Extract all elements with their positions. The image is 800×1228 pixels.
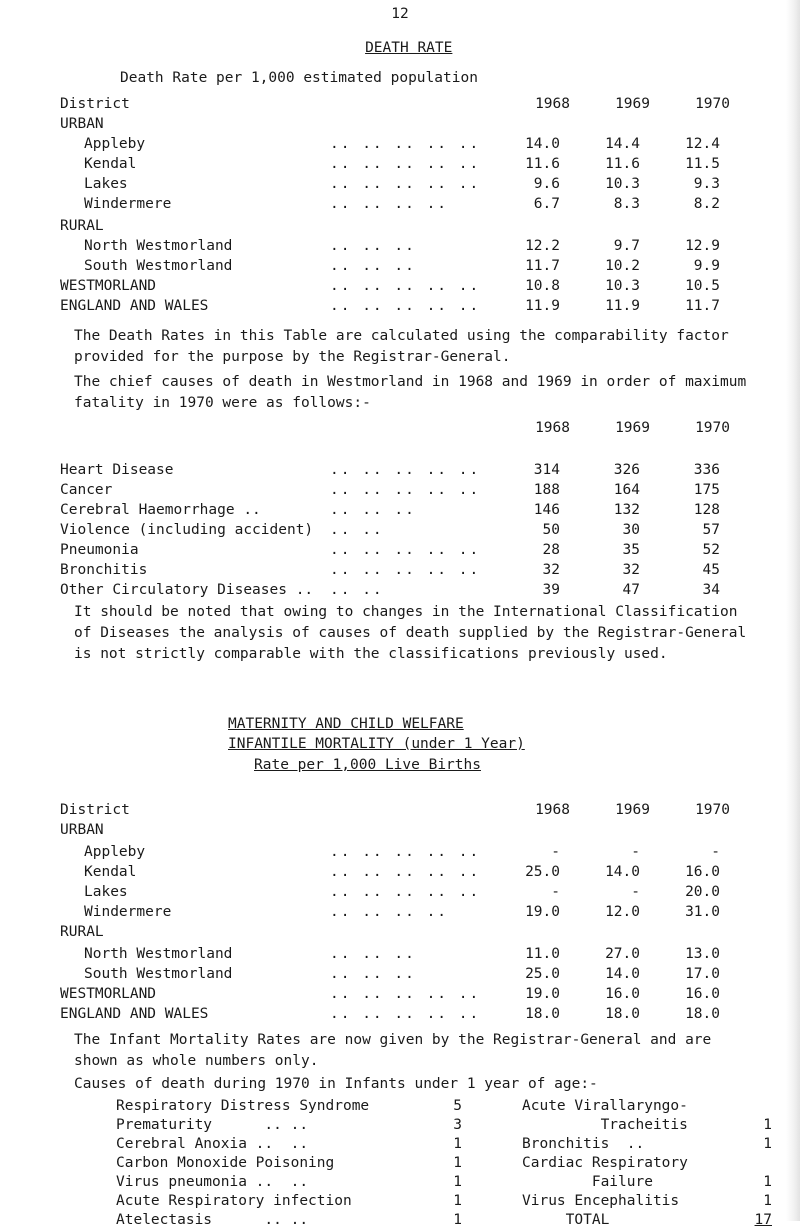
list-item: Respiratory Distress Syndrome	[116, 1098, 370, 1114]
row-value: 19.0	[525, 986, 560, 1002]
row-value: 16.0	[685, 986, 720, 1002]
table-row	[0, 964, 800, 984]
row-value: 12.2	[525, 238, 560, 254]
list-item: Atelectasis .. ..	[116, 1212, 309, 1228]
infant-heading2-wrap	[228, 736, 525, 752]
table-row	[0, 944, 800, 964]
row-leader-dots: .. .. .. .. ..	[330, 844, 481, 860]
table-row	[0, 580, 800, 600]
causes-year-1969: 1969	[615, 420, 650, 436]
row-value: 32	[542, 562, 560, 578]
row-value: 6.7	[533, 196, 560, 212]
row-label: North Westmorland	[84, 946, 233, 962]
row-value: 14.0	[605, 864, 640, 880]
table-row	[0, 134, 800, 154]
row-value: -	[631, 884, 640, 900]
causes-year-1970: 1970	[695, 420, 730, 436]
causes-intro: The chief causes of death in Westmorland in 1968 and 1969 in order of maximum fatality in 1970 were as follows:-	[74, 374, 747, 411]
table-row	[0, 236, 800, 256]
row-value: 52	[702, 542, 720, 558]
causes-note: It should be noted that owing to changes in the International Classification of Diseases the analysis of causes of death supplied by the Registrar-General is not strictly comparable with the classifications previously used.	[74, 604, 747, 662]
row-value: 10.3	[605, 278, 640, 294]
list-item-value: 1	[453, 1136, 462, 1152]
row-leader-dots: .. .. .. .. ..	[330, 482, 481, 498]
row-label: Lakes	[84, 884, 128, 900]
row-leader-dots: .. .. .. .. ..	[330, 298, 481, 314]
infant-rural-label: RURAL	[60, 924, 104, 940]
death-rate-district-header: District	[60, 96, 130, 112]
row-value: 14.4	[605, 136, 640, 152]
row-value: 9.9	[693, 258, 720, 274]
row-value: 25.0	[525, 966, 560, 982]
row-value: 32	[622, 562, 640, 578]
list-item-value: 5	[453, 1098, 462, 1114]
row-value: 12.9	[685, 238, 720, 254]
list-item: Failure	[522, 1174, 653, 1190]
list-item-value: 17	[754, 1212, 772, 1228]
infant-note: The Infant Mortality Rates are now given by the Registrar-General and are shown as whole numbers only.	[74, 1032, 712, 1069]
row-label: Bronchitis	[60, 562, 148, 578]
row-value: 128	[693, 502, 720, 518]
infant-year-1969: 1969	[615, 802, 650, 818]
row-leader-dots: .. .. ..	[330, 966, 416, 982]
table-row	[0, 902, 800, 922]
row-label: Pneumonia	[60, 542, 139, 558]
row-value: 13.0	[685, 946, 720, 962]
table-row	[0, 480, 800, 500]
row-value: 336	[693, 462, 720, 478]
row-value: 11.9	[605, 298, 640, 314]
row-label: ENGLAND AND WALES	[60, 1006, 209, 1022]
list-item-value: 1	[763, 1174, 772, 1190]
infant-heading1-wrap	[228, 716, 464, 732]
row-leader-dots: .. ..	[330, 582, 384, 598]
row-value: 14.0	[525, 136, 560, 152]
row-value: 164	[613, 482, 640, 498]
death-rate-year-1968: 1968	[535, 96, 570, 112]
row-value: -	[631, 844, 640, 860]
row-leader-dots: .. .. .. .. ..	[330, 176, 481, 192]
row-label: South Westmorland	[84, 966, 233, 982]
death-rate-rural-label: RURAL	[60, 218, 104, 234]
table-row	[0, 174, 800, 194]
row-value: 11.5	[685, 156, 720, 172]
row-value: 9.3	[693, 176, 720, 192]
list-item-value: 1	[453, 1193, 462, 1209]
table-row	[0, 256, 800, 276]
row-leader-dots: .. .. .. .. ..	[330, 864, 481, 880]
list-item: Carbon Monoxide Poisoning	[116, 1155, 335, 1171]
death-rate-note: The Death Rates in this Table are calculated using the comparability factor provided for the purpose by the Registrar-General.	[74, 328, 729, 365]
row-label: WESTMORLAND	[60, 986, 157, 1002]
row-value: 20.0	[685, 884, 720, 900]
row-leader-dots: .. .. .. ..	[330, 904, 449, 920]
row-value: 11.7	[685, 298, 720, 314]
row-leader-dots: .. .. .. .. ..	[330, 136, 481, 152]
row-value: 10.5	[685, 278, 720, 294]
row-value: 18.0	[605, 1006, 640, 1022]
row-value: 17.0	[685, 966, 720, 982]
row-label: Kendal	[84, 864, 137, 880]
row-value: 16.0	[605, 986, 640, 1002]
row-value: 47	[622, 582, 640, 598]
row-value: 18.0	[525, 1006, 560, 1022]
row-value: 132	[613, 502, 640, 518]
infant-heading2: INFANTILE MORTALITY (under 1 Year)	[228, 736, 525, 752]
row-label: Appleby	[84, 136, 146, 152]
row-label: Kendal	[84, 156, 137, 172]
table-row	[0, 276, 800, 296]
row-label: Cancer	[60, 482, 113, 498]
row-value: 314	[533, 462, 560, 478]
death-rate-urban-label: URBAN	[60, 116, 104, 132]
row-value: 10.2	[605, 258, 640, 274]
table-row	[0, 1004, 800, 1024]
row-leader-dots: .. ..	[330, 522, 384, 538]
table-row	[0, 984, 800, 1004]
row-label: Heart Disease	[60, 462, 174, 478]
list-item-value: 1	[453, 1155, 462, 1171]
row-leader-dots: .. .. .. .. ..	[330, 986, 481, 1002]
row-leader-dots: .. .. .. .. ..	[330, 462, 481, 478]
row-value: 45	[702, 562, 720, 578]
list-item-value: 1	[763, 1117, 772, 1133]
row-label: Windermere	[84, 904, 172, 920]
list-item-value: 1	[453, 1174, 462, 1190]
row-leader-dots: .. .. .. .. ..	[330, 278, 481, 294]
infant-causes-intro: Causes of death during 1970 in Infants under 1 year of age:-	[74, 1076, 598, 1092]
row-leader-dots: .. .. .. .. ..	[330, 156, 481, 172]
row-value: -	[551, 844, 560, 860]
row-value: 31.0	[685, 904, 720, 920]
table-row	[0, 154, 800, 174]
list-item-value: 1	[453, 1212, 462, 1228]
row-value: 9.6	[533, 176, 560, 192]
table-row	[0, 882, 800, 902]
list-item: Cerebral Anoxia .. ..	[116, 1136, 309, 1152]
death-rate-year-1970: 1970	[695, 96, 730, 112]
row-label: North Westmorland	[84, 238, 233, 254]
row-value: 39	[542, 582, 560, 598]
row-value: 188	[533, 482, 560, 498]
row-label: ENGLAND AND WALES	[60, 298, 209, 314]
row-value: -	[551, 884, 560, 900]
row-leader-dots: .. .. ..	[330, 502, 416, 518]
table-row	[0, 460, 800, 480]
causes-year-1968: 1968	[535, 420, 570, 436]
row-leader-dots: .. .. ..	[330, 946, 416, 962]
row-value: 146	[533, 502, 560, 518]
row-leader-dots: .. .. ..	[330, 258, 416, 274]
row-value: 326	[613, 462, 640, 478]
row-value: 30	[622, 522, 640, 538]
row-label: Appleby	[84, 844, 146, 860]
infant-year-1970: 1970	[695, 802, 730, 818]
row-leader-dots: .. .. .. .. ..	[330, 562, 481, 578]
infant-year-1968: 1968	[535, 802, 570, 818]
list-item: Cardiac Respiratory	[522, 1155, 688, 1171]
row-value: 11.6	[605, 156, 640, 172]
row-value: 11.7	[525, 258, 560, 274]
list-item: Virus pneumonia .. ..	[116, 1174, 309, 1190]
row-label: WESTMORLAND	[60, 278, 157, 294]
row-label: Other Circulatory Diseases ..	[60, 582, 314, 598]
row-value: 28	[542, 542, 560, 558]
death-rate-year-1969: 1969	[615, 96, 650, 112]
row-value: 12.4	[685, 136, 720, 152]
infant-urban-label: URBAN	[60, 822, 104, 838]
row-value: 8.3	[613, 196, 640, 212]
list-item: Tracheitis	[522, 1117, 688, 1133]
table-row	[0, 540, 800, 560]
page-number: 12	[391, 6, 409, 22]
list-item: Virus Encephalitis	[522, 1193, 680, 1209]
row-value: 10.3	[605, 176, 640, 192]
table-row	[0, 560, 800, 580]
row-value: 9.7	[613, 238, 640, 254]
row-value: 8.2	[693, 196, 720, 212]
table-row	[0, 520, 800, 540]
row-leader-dots: .. .. .. .. ..	[330, 1006, 481, 1022]
row-value: 25.0	[525, 864, 560, 880]
row-value: 10.8	[525, 278, 560, 294]
death-rate-subtitle: Death Rate per 1,000 estimated population	[120, 70, 478, 86]
row-leader-dots: .. .. .. .. ..	[330, 884, 481, 900]
row-label: Cerebral Haemorrhage ..	[60, 502, 261, 518]
infant-heading1: MATERNITY AND CHILD WELFARE	[228, 716, 464, 732]
row-value: 57	[702, 522, 720, 538]
infant-heading3-wrap	[254, 757, 481, 773]
row-label: South Westmorland	[84, 258, 233, 274]
row-label: Windermere	[84, 196, 172, 212]
list-item: Prematurity .. ..	[116, 1117, 309, 1133]
row-value: 12.0	[605, 904, 640, 920]
infant-district-header: District	[60, 802, 130, 818]
row-leader-dots: .. .. .. ..	[330, 196, 449, 212]
row-value: 18.0	[685, 1006, 720, 1022]
row-label: Violence (including accident)	[60, 522, 314, 538]
list-item-value: 3	[453, 1117, 462, 1133]
row-value: 35	[622, 542, 640, 558]
row-value: 27.0	[605, 946, 640, 962]
table-row	[0, 862, 800, 882]
row-value: -	[711, 844, 720, 860]
table-row	[0, 194, 800, 214]
row-label: Lakes	[84, 176, 128, 192]
row-value: 11.9	[525, 298, 560, 314]
row-value: 175	[693, 482, 720, 498]
list-item: Acute Respiratory infection	[116, 1193, 352, 1209]
section-title: DEATH RATE	[365, 40, 453, 56]
row-value: 19.0	[525, 904, 560, 920]
table-row	[0, 842, 800, 862]
list-item: Acute Virallaryngo-	[522, 1098, 688, 1114]
table-row	[0, 500, 800, 520]
row-value: 50	[542, 522, 560, 538]
row-value: 11.0	[525, 946, 560, 962]
table-row	[0, 296, 800, 316]
infant-heading3: Rate per 1,000 Live Births	[254, 757, 481, 773]
list-item-value: 1	[763, 1136, 772, 1152]
row-leader-dots: .. .. .. .. ..	[330, 542, 481, 558]
row-value: 16.0	[685, 864, 720, 880]
row-value: 34	[702, 582, 720, 598]
row-leader-dots: .. .. ..	[330, 238, 416, 254]
list-item: Bronchitis ..	[522, 1136, 645, 1152]
list-item: TOTAL	[522, 1212, 610, 1228]
section-title-wrap	[0, 24, 800, 56]
row-value: 11.6	[525, 156, 560, 172]
list-item-value: 1	[763, 1193, 772, 1209]
row-value: 14.0	[605, 966, 640, 982]
